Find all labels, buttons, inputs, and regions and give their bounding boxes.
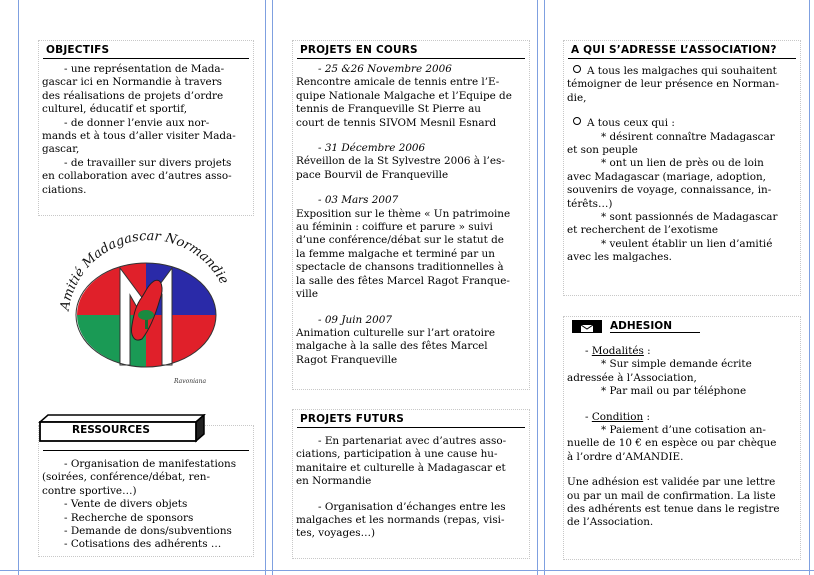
text-line: - Vente de divers objets <box>64 498 188 511</box>
text-line: * Par mail ou par téléphone <box>601 385 747 398</box>
text-line: - de travailler sur divers projets <box>64 156 232 169</box>
association-section <box>563 40 801 296</box>
logo-image <box>50 233 243 391</box>
text-line: * désirent connaître Madagascar <box>601 130 775 143</box>
text-line: Une adhésion est validée par une lettre <box>567 476 776 489</box>
text-line: la femme malgache et terminé par un <box>296 247 495 260</box>
text-line: à l’ordre d’AMANDIE. <box>567 450 684 463</box>
circle-bullet-icon <box>573 117 581 125</box>
adhesion-heading-icon <box>572 320 602 333</box>
association-logo <box>50 233 243 391</box>
projets-en-cours-heading: PROJETS EN COURS <box>297 41 525 59</box>
margin-guide <box>0 570 814 571</box>
ressources-text <box>39 454 253 552</box>
text-line: tes, voyages…) <box>296 527 376 540</box>
text-line: et recherchent de l’exotisme <box>567 224 719 237</box>
projets-en-cours-section <box>292 40 530 390</box>
text-line: ville <box>296 288 318 301</box>
text-line: avec Madagascar (mariage, adoption, <box>567 170 766 183</box>
text-line: des adhérents est tenue dans le registre <box>567 503 780 516</box>
event-date: - 25 &26 Novembre 2006 <box>318 63 452 75</box>
objectifs-text <box>39 59 253 197</box>
text-line: ciations, participation à une cause hu- <box>296 448 498 461</box>
text-line: contre sportive…) <box>42 484 137 497</box>
adhesion-heading-row <box>568 317 796 337</box>
text-line: - Demande de dons/subventions <box>64 525 232 538</box>
condition-label: Condition <box>591 410 644 423</box>
text-line: * sont passionnés de Madagascar <box>601 211 778 224</box>
text-line: - Cotisations des adhérents … <box>64 538 222 551</box>
text-line: * veulent établir un lien d’amitié <box>601 237 773 250</box>
text-line: - de donner l’envie aux nor- <box>64 116 210 129</box>
ressources-heading: RESSOURCES <box>72 424 150 436</box>
text-line: - Organisation d’échanges entre les <box>318 500 506 513</box>
logo-signature: Ravoniana <box>174 378 207 385</box>
envelope-icon <box>572 322 602 335</box>
text-line: en collaboration avec d’autres asso- <box>42 170 232 183</box>
logo-text: Amitié Madagascar Normandie <box>57 233 232 312</box>
adhesion-section <box>563 316 801 560</box>
projets-en-cours-text <box>293 59 529 367</box>
text-line: quipe Nationale Malgache et l’Equipe de <box>296 89 512 102</box>
text-line: Ragot Franqueville <box>296 353 398 366</box>
text-line: * ont un lien de près ou de loin <box>601 157 764 170</box>
text-line: * Paiement d’une cotisation an- <box>601 424 766 437</box>
text-line: d’une conférence/débat sur le statut de <box>296 234 504 247</box>
text-line: la salle des fêtes Marcel Ragot Franque- <box>296 274 510 287</box>
text-line: Exposition sur le thème « Un patrimoine <box>296 207 511 220</box>
text-line: gascar ici en Normandie à travers <box>42 76 223 89</box>
text-line: die, <box>567 91 587 104</box>
adhesion-text: - Modalités : * Sur simple demande écrite adressée à l’Association, * Par mail ou par téléphone - Condition : * Paiement d’une cotisation an- nuelle de 10 € en espèce ou par chèque à l’ordre d’AMANDIE. Une adhésion est validée par une lettre ou par un mail de confirmation. La liste des adhérents est tenue dans le registre de l’Association. <box>564 337 800 530</box>
margin-guide <box>537 0 538 575</box>
text-line: avec les malgaches. <box>567 251 672 264</box>
text-line: adressée à l’Association, <box>567 371 697 384</box>
text-line: malgaches et les normands (repas, visi- <box>296 514 505 527</box>
text-line: au féminin : coiffure et parure » suivi <box>296 221 493 234</box>
text-line: ou par un mail de confirmation. La liste <box>567 489 776 502</box>
text-line: pace Bourvil de Franqueville <box>296 168 449 181</box>
text-line: nuelle de 10 € en espèce ou par chèque <box>567 437 777 450</box>
ressources-section <box>38 425 254 557</box>
text-line: ciations. <box>42 183 87 196</box>
text-line: culturel, éducatif et sportif, <box>42 103 188 116</box>
text-line: et son peuple <box>567 144 638 157</box>
text-line: court de tennis SIVOM Mesnil Esnard <box>296 116 497 129</box>
text-line: souvenirs de voyage, connaissance, in- <box>567 184 772 197</box>
projets-futurs-section <box>292 409 530 559</box>
text-line: gascar, <box>42 143 80 156</box>
association-text <box>564 59 800 265</box>
text-line: Rencontre amicale de tennis entre l’E- <box>296 76 500 89</box>
text-line: * Sur simple demande écrite <box>601 358 752 371</box>
text-line: des réalisations de projets d’ordre <box>42 89 224 102</box>
objectifs-heading: OBJECTIFS <box>43 41 249 59</box>
margin-guide <box>272 0 273 575</box>
text-line: Animation culturelle sur l’art oratoire <box>296 326 496 339</box>
event-date: - 09 Juin 2007 <box>318 313 392 326</box>
event-date: - 31 Décembre 2006 <box>318 142 426 155</box>
text-line: en Normandie <box>296 475 372 488</box>
text-line: - En partenariat avec d’autres asso- <box>318 435 507 447</box>
text-line: témoigner de leur présence en Norman- <box>567 78 779 91</box>
adhesion-heading: ADHESION <box>610 320 700 333</box>
text-line: mands et à tous d’aller visiter Mada- <box>42 130 236 143</box>
text-line: térêts…) <box>567 197 613 210</box>
event-date: - 03 Mars 2007 <box>318 194 399 207</box>
text-line: tennis de Franqueville St Pierre au <box>296 103 481 116</box>
modalites-label: Modalités <box>591 345 644 357</box>
text-line: - Recherche de sponsors <box>64 511 194 524</box>
text-line: A tous les malgaches qui souhaitent <box>587 65 777 77</box>
margin-guide <box>809 0 810 575</box>
projets-futurs-text <box>293 428 529 541</box>
circle-bullet-icon <box>573 65 581 73</box>
ressources-banner <box>38 414 198 440</box>
objectifs-section <box>38 40 254 216</box>
text-line: - Organisation de manifestations <box>64 458 237 470</box>
margin-guide <box>544 0 545 575</box>
text-line: - une représentation de Mada- <box>64 63 225 75</box>
text-line: spectacle de chansons traditionnelles à <box>296 261 504 274</box>
text-line: de l’Association. <box>567 516 654 529</box>
margin-guide <box>265 0 266 575</box>
text-line: manitaire et culturelle à Madagascar et <box>296 461 506 474</box>
text-line: malgache à la salle des fêtes Marcel <box>296 340 488 353</box>
text-line: Réveillon de la St Sylvestre 2006 à l’es- <box>296 155 505 168</box>
projets-futurs-heading: PROJETS FUTURS <box>297 410 525 428</box>
text-line: (soirées, conférence/débat, ren- <box>42 471 210 484</box>
association-heading: A QUI S’ADRESSE L’ASSOCIATION? <box>568 41 796 59</box>
text-line: A tous ceux qui : <box>587 117 675 130</box>
divider <box>43 450 249 451</box>
margin-guide <box>18 0 19 575</box>
